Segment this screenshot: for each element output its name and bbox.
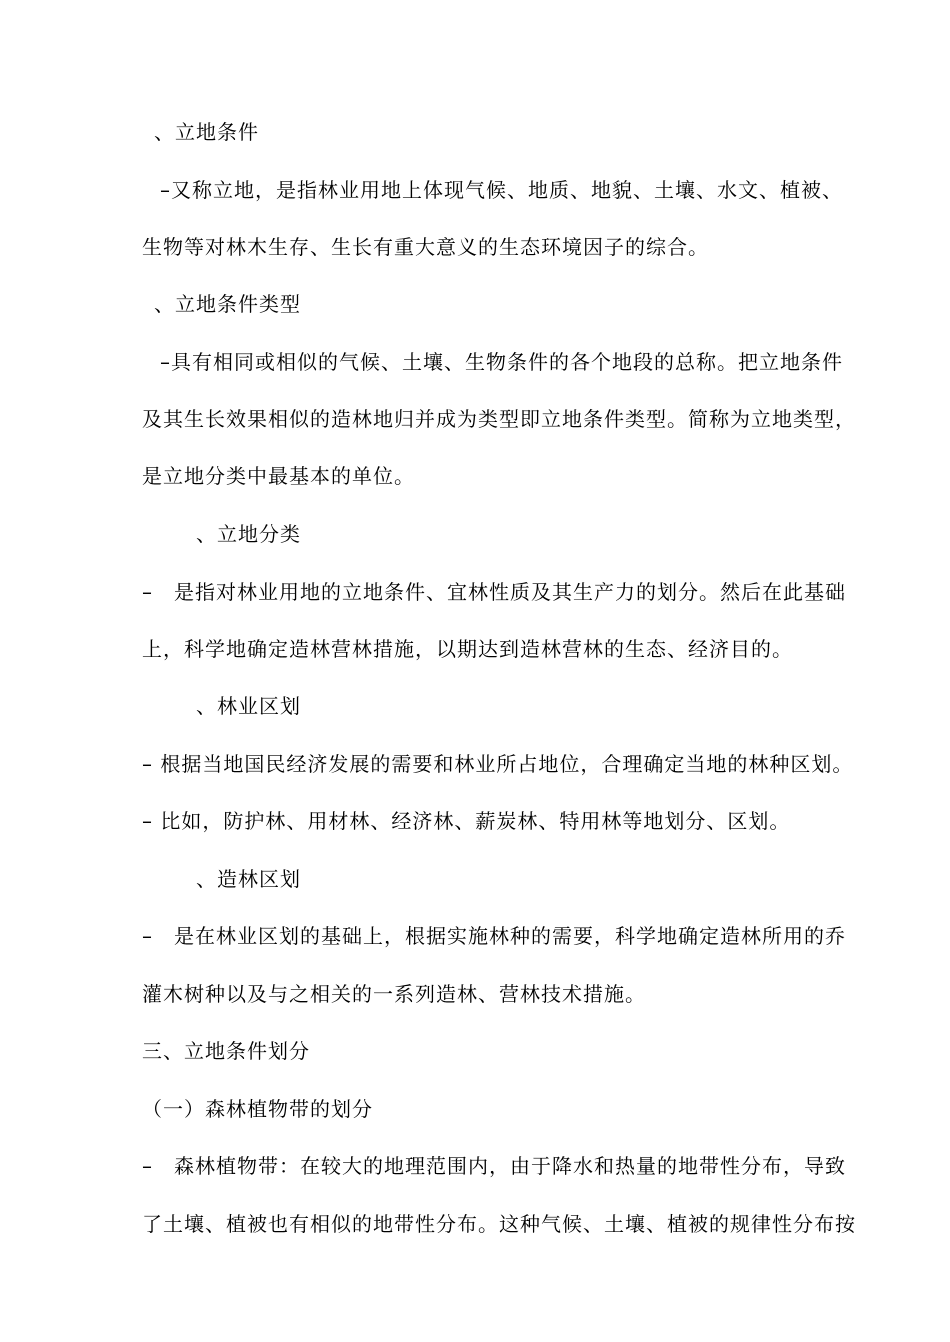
paragraph-line-4: 及其生长效果相似的造林地归并成为类型即立地条件类型。简称为立地类型， (142, 407, 856, 431)
heading-site-conditions: 、立地条件 (154, 120, 259, 144)
paragraph-line-11: 灌木树种以及与之相关的一系列造林、营林技术措施。 (142, 982, 646, 1006)
paragraph-line-8: – 根据当地国民经济发展的需要和林业所占地位，合理确定当地的林种区划。 (142, 752, 854, 776)
paragraph-line-9: – 比如，防护林、用材林、经济林、薪炭林、特用林等地划分、区划。 (142, 809, 791, 833)
paragraph-line-7: 上，科学地确定造林营林措施，以期达到造林营林的生态、经济目的。 (142, 637, 793, 661)
paragraph-line-13: 了土壤、植被也有相似的地带性分布。这种气候、土壤、植被的规律性分布按 (142, 1212, 856, 1236)
paragraph-line-3: –具有相同或相似的气候、土壤、生物条件的各个地段的总称。把立地条件 (160, 350, 843, 374)
paragraph-line-6: – 是指对林业用地的立地条件、宜林性质及其生产力的划分。然后在此基础 (142, 580, 846, 604)
heading-site-condition-types: 、立地条件类型 (154, 292, 301, 316)
paragraph-line-5: 是立地分类中最基本的单位。 (142, 464, 415, 488)
subsection-heading-forest-vegetation-zones: （一）森林植物带的划分 (142, 1097, 373, 1121)
paragraph-line-2: 生物等对林木生存、生长有重大意义的生态环境因子的综合。 (142, 235, 709, 259)
heading-site-classification: 、立地分类 (196, 522, 301, 546)
paragraph-line-12: – 森林植物带：在较大的地理范围内，由于降水和热量的地带性分布，导致 (142, 1154, 846, 1178)
heading-forestry-zoning: 、林业区划 (196, 694, 301, 718)
paragraph-line-10: – 是在林业区划的基础上，根据实施林种的需要，科学地确定造林所用的乔 (142, 924, 846, 948)
paragraph-line-1: –又称立地，是指林业用地上体现气候、地质、地貌、土壤、水文、植被、 (160, 178, 843, 202)
heading-afforestation-zoning: 、造林区划 (196, 867, 301, 891)
section-heading-site-condition-division: 三、立地条件划分 (142, 1039, 310, 1063)
